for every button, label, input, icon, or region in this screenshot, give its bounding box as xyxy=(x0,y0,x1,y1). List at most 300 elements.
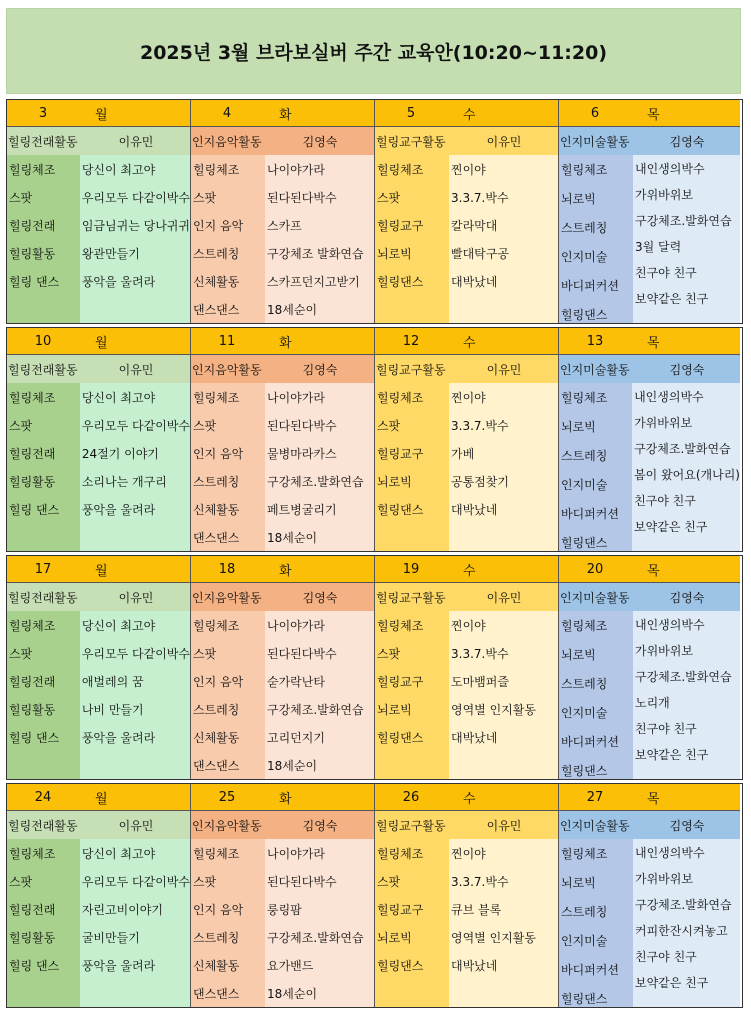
program-item: 뇌로빅 xyxy=(561,420,596,434)
day-date: 18 xyxy=(218,561,236,577)
content-item: 당신이 최고야 xyxy=(81,846,156,861)
content-item: 구강체조.발화연습 xyxy=(635,669,732,684)
day-weekday: 수 xyxy=(463,107,476,123)
day-weekday: 월 xyxy=(95,335,108,351)
program-item: 힐링댄스 xyxy=(561,992,608,1006)
program-table xyxy=(375,611,558,779)
content-item: 구강체조.발화연습 xyxy=(267,930,364,945)
day-weekday: 수 xyxy=(463,335,476,351)
program-item: 스트레칭 xyxy=(193,246,240,261)
day-header xyxy=(375,328,558,355)
program-item: 힐링댄스 xyxy=(561,764,608,778)
content-item: 자린고비이야기 xyxy=(81,902,163,917)
content-item: 왕관만들기 xyxy=(81,246,140,261)
program-table xyxy=(375,839,558,1007)
content-item: 구강체조.발화연습 xyxy=(635,897,732,912)
content-list xyxy=(265,383,374,551)
content-item: 임금님귀는 당나귀귀 xyxy=(81,218,190,233)
program-list xyxy=(375,839,449,1007)
content-item: 당신이 최고야 xyxy=(81,162,156,177)
content-item: 3.3.7.박수 xyxy=(451,646,509,661)
program-item: 인지미술 xyxy=(561,478,608,492)
day-column xyxy=(7,328,191,551)
content-item: 스카프던지고받기 xyxy=(267,274,360,289)
day-date: 10 xyxy=(34,333,52,349)
content-list xyxy=(449,611,558,779)
content-item: 찐이야 xyxy=(451,846,486,861)
content-item: 스카프 xyxy=(267,218,302,233)
content-item: 숟가락난타 xyxy=(267,674,325,689)
content-item: 가위바위보 xyxy=(635,871,693,886)
teacher-name: 김영숙 xyxy=(302,134,338,149)
program-item: 힐링전래 xyxy=(9,674,56,689)
program-item: 인지 음악 xyxy=(193,446,244,461)
content-item: 내인생의박수 xyxy=(634,389,704,404)
content-item: 친구야 친구 xyxy=(635,949,697,964)
program-table xyxy=(559,611,740,779)
content-item: 물병마라카스 xyxy=(267,446,337,461)
teacher-name: 이유민 xyxy=(118,590,154,605)
program-list xyxy=(375,383,449,551)
day-date: 3 xyxy=(38,105,48,121)
activity-name: 인지음악활동 xyxy=(192,362,262,377)
week-block xyxy=(6,327,743,552)
content-item: 3.3.7.박수 xyxy=(451,190,509,205)
day-date: 26 xyxy=(402,789,420,805)
program-item: 힐링체조 xyxy=(377,618,424,633)
day-column xyxy=(191,100,375,323)
program-item: 스팟 xyxy=(9,646,33,661)
day-column xyxy=(191,784,375,1007)
program-list xyxy=(7,383,80,551)
day-header xyxy=(191,784,374,811)
program-list xyxy=(191,839,265,1007)
day-date: 4 xyxy=(222,105,232,121)
content-item: 영역별 인지활동 xyxy=(451,702,536,717)
content-item: 당신이 최고야 xyxy=(81,390,156,405)
content-item: 구강체조.발화연습 xyxy=(634,441,731,456)
content-item: 3.3.7.박수 xyxy=(451,418,509,433)
program-item: 스트레칭 xyxy=(561,221,608,235)
activity-header xyxy=(559,811,740,839)
content-list xyxy=(449,383,558,551)
program-item: 힐링체조 xyxy=(193,846,240,861)
program-item: 스팟 xyxy=(193,874,217,889)
program-item: 인지미술 xyxy=(561,706,608,720)
content-item: 대박났네 xyxy=(451,502,498,517)
program-item: 힐링체조 xyxy=(561,163,608,177)
content-item: 칼라막대 xyxy=(451,218,498,233)
program-item: 힐링댄스 xyxy=(377,502,424,517)
program-item: 힐링활동 xyxy=(9,246,56,261)
activity-header xyxy=(7,127,190,155)
activity-header xyxy=(7,355,190,383)
day-header xyxy=(559,784,740,811)
activity-header xyxy=(7,811,190,839)
day-weekday: 월 xyxy=(95,563,108,579)
day-weekday: 화 xyxy=(279,791,292,807)
activity-header xyxy=(559,583,740,611)
day-header xyxy=(559,100,740,127)
content-item: 가베 xyxy=(451,446,475,461)
program-list xyxy=(375,611,449,779)
program-item: 스팟 xyxy=(9,190,33,205)
content-item: 보약같은 친구 xyxy=(635,975,709,990)
day-weekday: 월 xyxy=(95,107,108,123)
content-list xyxy=(80,839,190,1007)
program-table xyxy=(191,611,374,779)
day-date: 27 xyxy=(586,789,604,805)
day-date: 5 xyxy=(406,105,416,121)
program-item: 뇌로빅 xyxy=(377,246,412,261)
teacher-name: 김영숙 xyxy=(302,590,338,605)
content-item: 구강체조 발화연습 xyxy=(267,246,364,261)
program-item: 힐링댄스 xyxy=(377,730,424,745)
activity-name: 인지미술활동 xyxy=(560,362,630,377)
day-column xyxy=(375,328,559,551)
program-item: 힐링활동 xyxy=(9,474,56,489)
teacher-name: 김영숙 xyxy=(302,818,338,833)
program-item: 힐링 댄스 xyxy=(9,502,60,517)
program-list xyxy=(375,155,449,323)
content-item: 풍악을 울려라 xyxy=(81,274,156,289)
day-column xyxy=(7,784,191,1007)
activity-name: 힐링교구활동 xyxy=(376,362,446,377)
content-item: 대박났네 xyxy=(451,958,498,973)
program-item: 신체활동 xyxy=(193,274,240,289)
teacher-name: 이유민 xyxy=(118,818,154,833)
program-table xyxy=(7,383,190,551)
day-column xyxy=(559,100,740,323)
content-item: 보약같은 친구 xyxy=(635,747,709,762)
activity-header xyxy=(375,355,558,383)
program-item: 힐링체조 xyxy=(193,162,240,177)
program-list xyxy=(559,383,632,551)
day-weekday: 수 xyxy=(463,791,476,807)
content-item: 3월 달력 xyxy=(635,239,682,254)
activity-header xyxy=(559,127,740,155)
content-item: 가위바위보 xyxy=(634,415,693,430)
program-item: 댄스댄스 xyxy=(193,986,240,1001)
page-title: 2025년 3월 브라보실버 주간 교육안(10:20~11:20) xyxy=(6,8,741,94)
content-item: 된다된다박수 xyxy=(267,874,337,889)
content-item: 찐이야 xyxy=(451,618,486,633)
day-header xyxy=(375,784,558,811)
content-item: 고리던지기 xyxy=(267,730,325,745)
day-date: 12 xyxy=(402,333,420,349)
day-weekday: 화 xyxy=(279,563,292,579)
content-item: 찐이야 xyxy=(451,390,486,405)
content-item: 영역별 인지활동 xyxy=(451,930,536,945)
content-item: 친구야 친구 xyxy=(635,721,697,736)
program-item: 뇌로빅 xyxy=(561,648,596,662)
content-item: 룽링팜 xyxy=(267,902,302,917)
program-item: 힐링전래 xyxy=(9,902,56,917)
program-item: 바디퍼커션 xyxy=(561,735,619,749)
content-list xyxy=(633,611,740,779)
program-item: 스팟 xyxy=(193,418,217,433)
day-header xyxy=(7,784,190,811)
teacher-name: 김영숙 xyxy=(302,362,338,377)
program-table xyxy=(559,155,740,323)
content-item: 18세순이 xyxy=(267,302,318,317)
teacher-name: 김영숙 xyxy=(669,590,705,605)
teacher-name: 김영숙 xyxy=(669,362,705,377)
program-item: 힐링체조 xyxy=(9,618,56,633)
program-item: 인지 음악 xyxy=(193,902,244,917)
program-item: 바디퍼커션 xyxy=(561,507,619,521)
day-date: 24 xyxy=(34,789,52,805)
program-item: 힐링체조 xyxy=(561,391,608,405)
content-item: 나이야가라 xyxy=(267,162,325,177)
teacher-name: 김영숙 xyxy=(669,818,705,833)
content-item: 구강체조.발화연습 xyxy=(635,213,732,228)
day-column xyxy=(7,556,191,779)
program-item: 스팟 xyxy=(9,418,33,433)
content-item: 가위바위보 xyxy=(635,643,693,658)
content-item: 애벌레의 꿈 xyxy=(81,674,144,689)
content-list xyxy=(265,155,374,323)
program-table xyxy=(191,383,374,551)
program-item: 힐링활동 xyxy=(9,702,56,717)
content-item: 풍악을 울려라 xyxy=(81,730,156,745)
program-item: 신체활동 xyxy=(193,730,240,745)
program-item: 인지 음악 xyxy=(193,674,244,689)
program-list xyxy=(191,155,265,323)
content-item: 나이야가라 xyxy=(267,618,325,633)
day-header xyxy=(7,100,190,127)
teacher-name: 이유민 xyxy=(118,362,154,377)
program-item: 스팟 xyxy=(377,874,401,889)
activity-name: 힐링전래활동 xyxy=(8,590,78,605)
program-item: 힐링활동 xyxy=(9,930,56,945)
program-item: 스트레칭 xyxy=(193,702,240,717)
program-item: 스팟 xyxy=(193,646,217,661)
content-item: 우리모두 다같이박수 xyxy=(81,874,190,889)
day-weekday: 목 xyxy=(647,791,660,807)
content-list xyxy=(80,611,190,779)
activity-header xyxy=(191,811,374,839)
content-item: 된다된다박수 xyxy=(267,190,337,205)
content-item: 구강체조.발화연습 xyxy=(267,474,364,489)
content-item: 풍악을 울려라 xyxy=(81,958,156,973)
content-item: 24절기 이야기 xyxy=(81,446,159,461)
content-item: 커피한잔시켜놓고 xyxy=(635,923,728,938)
day-header xyxy=(7,556,190,583)
program-item: 스트레칭 xyxy=(561,677,608,691)
content-item: 빨대탁구공 xyxy=(451,246,509,261)
content-item: 된다된다박수 xyxy=(267,418,337,433)
content-item: 내인생의박수 xyxy=(635,845,705,860)
program-item: 바디퍼커션 xyxy=(561,279,619,293)
activity-header xyxy=(559,355,740,383)
program-table xyxy=(191,839,374,1007)
activity-name: 힐링전래활동 xyxy=(8,818,78,833)
activity-name: 인지음악활동 xyxy=(192,590,262,605)
content-list xyxy=(633,839,740,1007)
program-item: 스팟 xyxy=(193,190,217,205)
content-item: 가위바위보 xyxy=(635,187,693,202)
program-item: 힐링체조 xyxy=(9,162,56,177)
activity-name: 힐링전래활동 xyxy=(8,362,78,377)
content-list xyxy=(265,839,374,1007)
content-item: 구강체조.발화연습 xyxy=(267,702,364,717)
program-item: 스팟 xyxy=(377,646,401,661)
program-item: 스트레칭 xyxy=(193,930,240,945)
content-item: 대박났네 xyxy=(451,730,498,745)
week-block xyxy=(6,555,743,780)
content-item: 공통점찾기 xyxy=(451,474,509,489)
day-date: 20 xyxy=(586,561,604,577)
program-item: 힐링체조 xyxy=(377,390,424,405)
program-table xyxy=(375,383,558,551)
program-item: 힐링댄스 xyxy=(561,536,608,550)
activity-header xyxy=(191,127,374,155)
content-item: 당신이 최고야 xyxy=(81,618,156,633)
content-item: 나이야가라 xyxy=(267,390,325,405)
day-column xyxy=(191,556,375,779)
activity-name: 힐링교구활동 xyxy=(376,590,446,605)
content-item: 3.3.7.박수 xyxy=(451,874,509,889)
content-item: 우리모두 다같이박수 xyxy=(81,190,190,205)
content-item: 소리나는 개구리 xyxy=(81,474,167,489)
activity-name: 인지미술활동 xyxy=(560,818,630,833)
day-header xyxy=(191,556,374,583)
content-list xyxy=(265,611,374,779)
activity-name: 인지미술활동 xyxy=(560,590,630,605)
content-item: 풍악을 울려라 xyxy=(81,502,156,517)
content-list xyxy=(633,155,740,323)
program-item: 신체활동 xyxy=(193,958,240,973)
content-item: 큐브 블록 xyxy=(451,902,502,917)
content-item: 내인생의박수 xyxy=(635,617,705,632)
day-header xyxy=(375,556,558,583)
day-weekday: 수 xyxy=(463,563,476,579)
program-item: 힐링댄스 xyxy=(377,958,424,973)
program-item: 뇌로빅 xyxy=(377,474,412,489)
program-table xyxy=(7,155,190,323)
program-item: 힐링댄스 xyxy=(561,308,608,322)
program-item: 힐링교구 xyxy=(377,674,424,689)
content-item: 된다된다박수 xyxy=(267,646,337,661)
day-header xyxy=(7,328,190,355)
day-column xyxy=(559,328,740,551)
activity-name: 힐링교구활동 xyxy=(376,134,446,149)
week-block xyxy=(6,99,743,324)
program-item: 인지미술 xyxy=(561,250,608,264)
content-item: 나이야가라 xyxy=(267,846,325,861)
program-item: 댄스댄스 xyxy=(193,530,240,545)
day-column xyxy=(375,556,559,779)
content-item: 페트병굴리기 xyxy=(267,502,337,517)
activity-name: 인지음악활동 xyxy=(192,134,262,149)
content-item: 18세순이 xyxy=(267,530,318,545)
program-item: 힐링 댄스 xyxy=(9,730,60,745)
program-item: 댄스댄스 xyxy=(193,302,240,317)
program-item: 뇌로빅 xyxy=(377,930,412,945)
program-list xyxy=(7,839,80,1007)
activity-name: 힐링전래활동 xyxy=(8,134,78,149)
program-item: 힐링체조 xyxy=(9,390,56,405)
program-table xyxy=(191,155,374,323)
content-item: 친구야 친구 xyxy=(635,265,697,280)
day-column xyxy=(559,556,740,779)
program-item: 스팟 xyxy=(377,190,401,205)
day-header xyxy=(375,100,558,127)
program-list xyxy=(191,611,265,779)
program-item: 힐링체조 xyxy=(561,847,608,861)
program-item: 뇌로빅 xyxy=(561,876,596,890)
content-item: 우리모두 다같이박수 xyxy=(81,418,190,433)
day-date: 11 xyxy=(218,333,236,349)
day-column xyxy=(375,100,559,323)
day-column xyxy=(7,100,191,323)
program-item: 인지 음악 xyxy=(193,218,244,233)
activity-header xyxy=(375,811,558,839)
week-block xyxy=(6,783,743,1008)
program-item: 힐링댄스 xyxy=(377,274,424,289)
program-item: 스트레칭 xyxy=(193,474,240,489)
teacher-name: 김영숙 xyxy=(669,134,705,149)
content-list xyxy=(632,383,740,551)
content-item: 요가밴드 xyxy=(267,958,314,973)
program-table xyxy=(559,383,740,551)
program-table xyxy=(375,155,558,323)
content-item: 우리모두 다같이박수 xyxy=(81,646,190,661)
program-item: 힐링교구 xyxy=(377,218,424,233)
program-item: 스트레칭 xyxy=(561,449,608,463)
program-item: 힐링전래 xyxy=(9,446,56,461)
program-item: 인지미술 xyxy=(561,934,608,948)
activity-name: 인지음악활동 xyxy=(192,818,262,833)
program-item: 힐링체조 xyxy=(9,846,56,861)
day-weekday: 목 xyxy=(647,563,660,579)
program-item: 뇌로빅 xyxy=(561,192,596,206)
activity-header xyxy=(375,127,558,155)
content-item: 18세순이 xyxy=(267,758,318,773)
program-item: 바디퍼커션 xyxy=(561,963,619,977)
day-column xyxy=(191,328,375,551)
program-item: 뇌로빅 xyxy=(377,702,412,717)
day-date: 17 xyxy=(34,561,52,577)
teacher-name: 이유민 xyxy=(486,590,522,605)
day-weekday: 월 xyxy=(95,791,108,807)
content-list xyxy=(80,383,190,551)
activity-header xyxy=(7,583,190,611)
program-item: 힐링체조 xyxy=(377,162,424,177)
content-list xyxy=(80,155,190,323)
program-list xyxy=(7,611,80,779)
activity-header xyxy=(375,583,558,611)
content-item: 보약같은 친구 xyxy=(634,519,708,534)
content-item: 내인생의박수 xyxy=(635,161,705,176)
program-table xyxy=(7,839,190,1007)
activity-name: 인지미술활동 xyxy=(560,134,630,149)
program-item: 힐링체조 xyxy=(561,619,608,633)
content-item: 보약같은 친구 xyxy=(635,291,709,306)
content-item: 나비 만들기 xyxy=(81,702,144,717)
activity-name: 힐링교구활동 xyxy=(376,818,446,833)
activity-header xyxy=(191,355,374,383)
program-list xyxy=(191,383,265,551)
content-item: 18세순이 xyxy=(267,986,318,1001)
program-list xyxy=(7,155,80,323)
day-column xyxy=(375,784,559,1007)
content-item: 굴비만들기 xyxy=(81,930,140,945)
program-item: 힐링체조 xyxy=(193,618,240,633)
day-header xyxy=(559,328,740,355)
program-table xyxy=(559,839,740,1007)
